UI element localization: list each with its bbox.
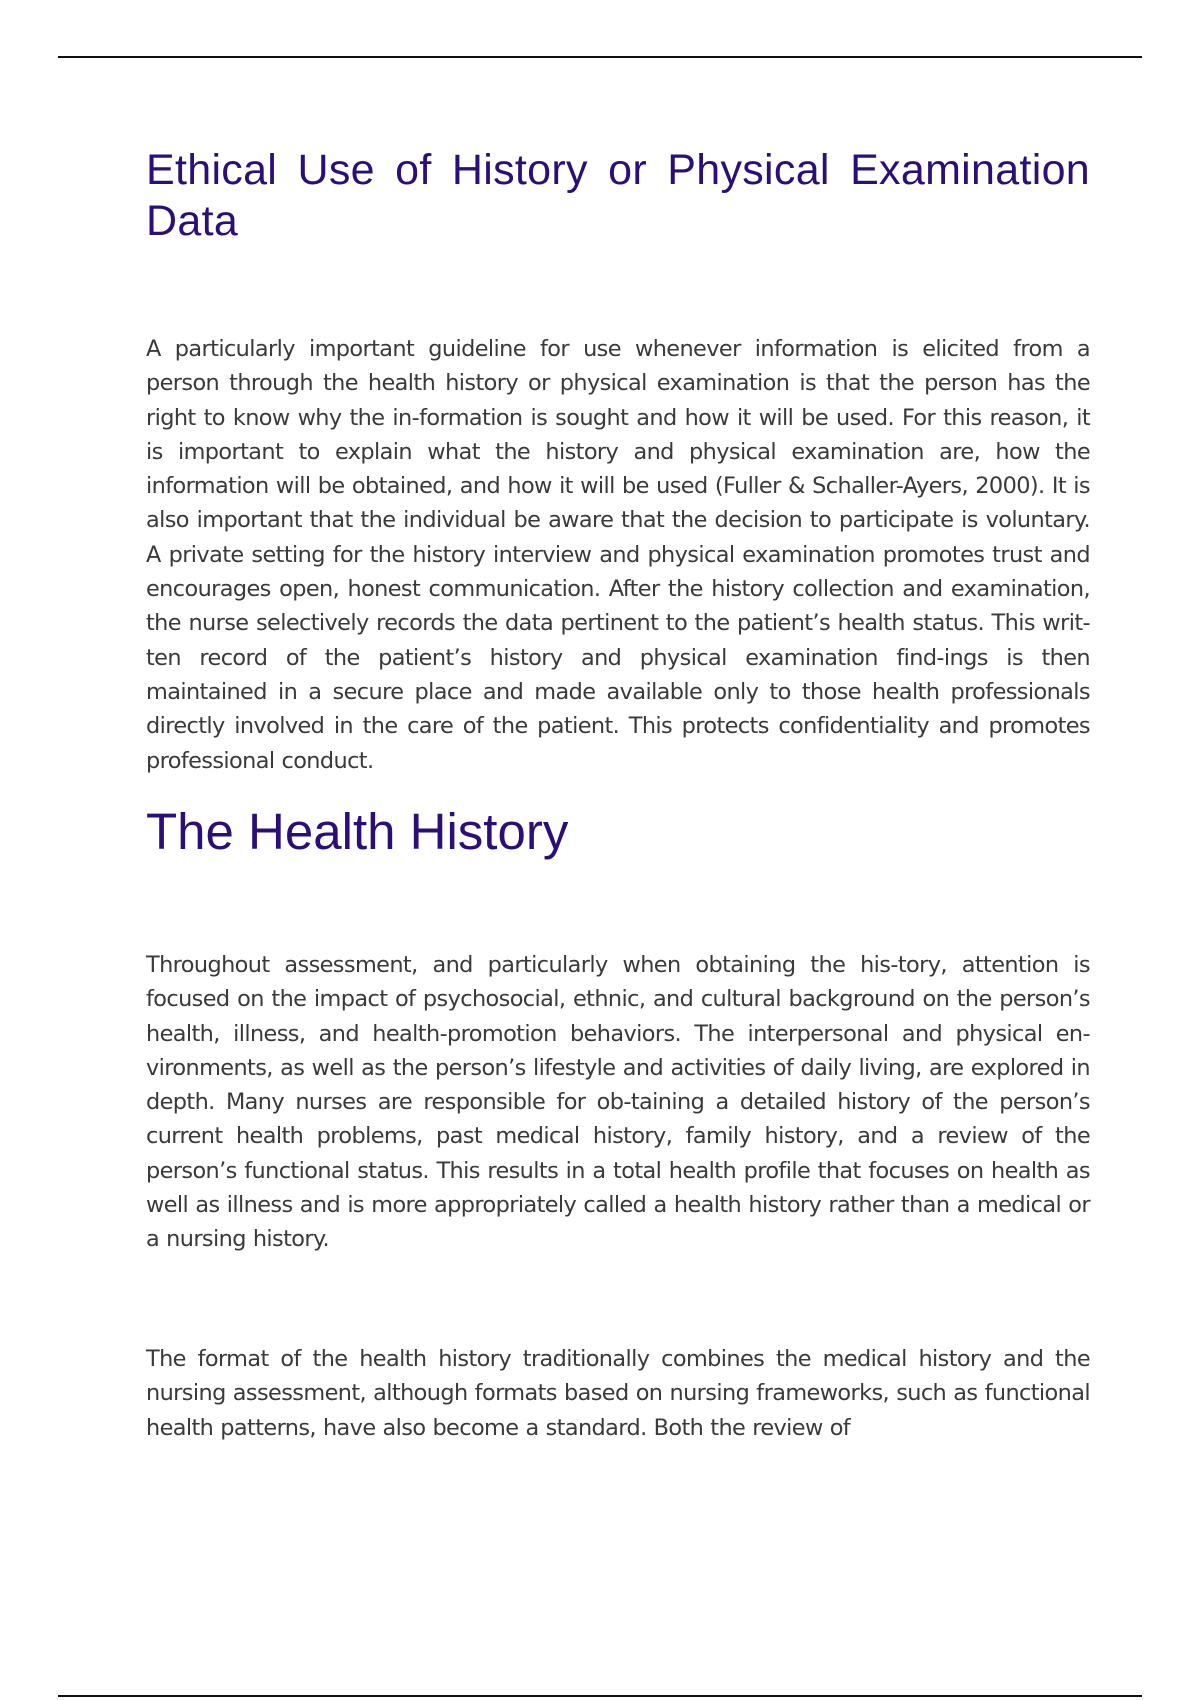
paragraph-health-history-1: Throughout assessment, and particularly when obtaining the his-tory, attention is focused on the impact of psychosocial, ethnic, and cultural background on the person’s health, illness, and health-promotion behaviors. The interpersonal and physical en-vironments, as well as the person’s lifestyle and activities of daily living, are explored in depth. Many nurses are responsible for ob-taining a detailed history of the person’s current health problems, past medical history, family history, and a review of the person’s functional status. This results in a total health profile that focuses on health as well as illness and is more appropriately called a health history rather than a medical or a nursing history.	[146, 952, 1090, 1253]
paragraph-ethical-use: A particularly important guideline for use whenever information is elicited from a person through the health history or physical examination is that the person has the right to know why the in-formation is sought and how it will be used. For this reason, it is important to explain what the history and physical examination are, how the information will be obtained, and how it will be used (Fuller & Schaller-Ayers, 2000). It is also important that the individual be aware that the decision to participate is voluntary. A private setting for the history interview and physical examination promotes trust and encourages open, honest communication. After the history collection and examination, the nurse selectively records the data pertinent to the patient’s health status. This writ-ten record of the patient’s history and physical examination find-ings is then maintained in a secure place and made available only to those health professionals directly involved in the care of the patient. This protects confidentiality and promotes professional conduct.	[146, 336, 1090, 774]
top-rule	[58, 56, 1142, 58]
bottom-rule	[58, 1695, 1142, 1697]
paragraph-health-history-2: The format of the health history traditionally combines the medical history and the nursing assessment, although formats based on nursing frameworks, such as functional health patterns, have also become a standard. Both the review of	[146, 1346, 1090, 1441]
section-heading-health-history: The Health History	[146, 803, 569, 860]
section-heading-ethical-use: Ethical Use of History or Physical Examination Data	[146, 146, 1090, 245]
